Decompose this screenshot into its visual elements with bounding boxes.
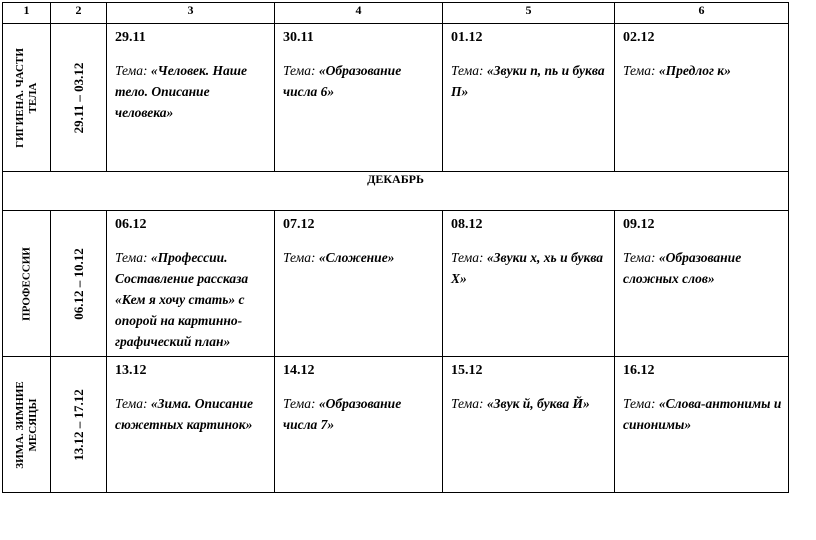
topic-text: «Образование числа 7» (283, 396, 402, 432)
header-cell-4: 4 (275, 3, 443, 24)
theme-cell (3, 24, 51, 172)
day-date: 08.12 (451, 217, 483, 232)
header-row (3, 3, 789, 24)
topic-text: «Человек. Наше тело. Описание человека» (115, 63, 248, 120)
header-cell-3: 3 (107, 3, 275, 24)
dates-cell (51, 211, 107, 357)
day-date: 07.12 (283, 217, 315, 232)
day-cell (443, 24, 615, 172)
day-date: 06.12 (115, 217, 147, 232)
week-row-winter (3, 357, 789, 493)
date-range: 29.11 – 03.12 (70, 62, 86, 133)
day-cell (275, 211, 443, 357)
day-cell (615, 357, 789, 493)
topic-text: «Профессии. Составление рассказа «Кем я хочу стать» с опорой на картинно-графический план» (115, 250, 249, 349)
day-date: 09.12 (623, 217, 655, 232)
day-cell (443, 211, 615, 357)
topic-label: Тема: (115, 396, 151, 411)
week-row-professions (3, 211, 789, 357)
day-cell (275, 24, 443, 172)
topic-label: Тема: (283, 396, 319, 411)
day-cell (107, 24, 275, 172)
header-cell-1: 1 (3, 3, 51, 24)
topic-label: Тема: (283, 63, 319, 78)
topic-label: Тема: (451, 396, 487, 411)
day-cell (615, 24, 789, 172)
topic-text: «Сложение» (318, 250, 395, 265)
topic-label: Тема: (451, 250, 487, 265)
day-date: 30.11 (283, 30, 314, 45)
lesson-plan-table (2, 2, 789, 493)
day-date: 16.12 (623, 363, 655, 378)
day-cell (615, 211, 789, 357)
topic-label: Тема: (623, 63, 659, 78)
theme-label: ПРОФЕССИИ (19, 246, 32, 321)
day-date: 14.12 (283, 363, 315, 378)
topic-text: «Образование сложных слов» (623, 250, 742, 286)
day-cell (275, 357, 443, 493)
topic-text: «Предлог к» (658, 63, 731, 78)
date-range: 13.12 – 17.12 (70, 388, 86, 461)
topic-label: Тема: (623, 396, 659, 411)
theme-cell (3, 211, 51, 357)
header-cell-2: 2 (51, 3, 107, 24)
date-range: 06.12 – 10.12 (70, 247, 86, 320)
day-cell (443, 357, 615, 493)
topic-label: Тема: (115, 63, 151, 78)
dates-cell (51, 357, 107, 493)
topic-text: «Звуки п, пь и буква П» (451, 63, 605, 99)
theme-label: ЗИМА. ЗИМНИЕ МЕСЯЦЫ (13, 380, 39, 469)
topic-text: «Зима. Описание сюжетных картинок» (115, 396, 253, 432)
day-date: 01.12 (451, 30, 483, 45)
topic-text: «Слова-антонимы и синонимы» (623, 396, 782, 432)
theme-label: ГИГИЕНА. ЧАСТИ ТЕЛА (13, 47, 39, 148)
header-cell-5: 5 (443, 3, 615, 24)
topic-label: Тема: (451, 63, 487, 78)
theme-cell (3, 357, 51, 493)
month-row (3, 172, 789, 211)
month-label: ДЕКАБРЬ (3, 172, 789, 211)
day-date: 13.12 (115, 363, 147, 378)
day-date: 29.11 (115, 30, 146, 45)
day-cell (107, 211, 275, 357)
day-date: 15.12 (451, 363, 483, 378)
week-row-hygiene (3, 24, 789, 172)
topic-text: «Образование числа 6» (283, 63, 402, 99)
dates-cell (51, 24, 107, 172)
topic-text: «Звук й, буква Й» (486, 396, 590, 411)
topic-label: Тема: (623, 250, 659, 265)
topic-label: Тема: (115, 250, 151, 265)
day-cell (107, 357, 275, 493)
header-cell-6: 6 (615, 3, 789, 24)
day-date: 02.12 (623, 30, 655, 45)
topic-label: Тема: (283, 250, 319, 265)
topic-text: «Звуки х, хь и буква Х» (451, 250, 604, 286)
